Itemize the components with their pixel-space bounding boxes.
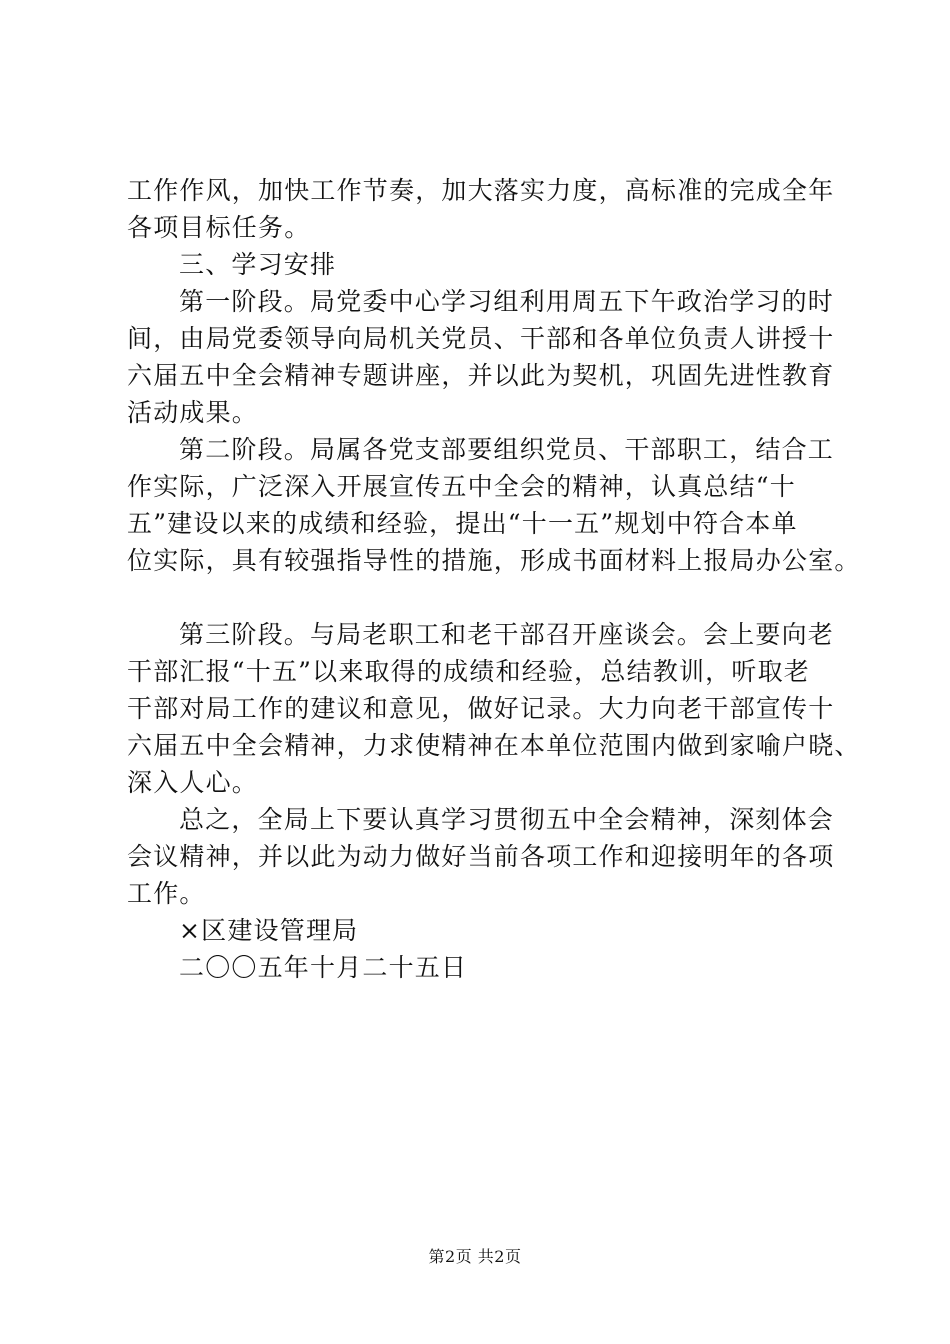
body-line: 总之，全局上下要认真学习贯彻五中全会精神，深刻体会 bbox=[179, 805, 835, 834]
body-line: 会议精神，并以此为动力做好当前各项工作和迎接明年的各项 bbox=[127, 842, 835, 871]
body-line: 间，由局党委领导向局机关党员、干部和各单位负责人讲授十 bbox=[127, 324, 835, 353]
body-line: 六届五中全会精神，力求使精神在本单位范围内做到家喻户晓、 bbox=[127, 731, 861, 760]
body-line: 工作作风，加快工作节奏，加大落实力度，高标准的完成全年 bbox=[127, 176, 835, 205]
body-line: 工作。 bbox=[127, 879, 206, 908]
signature-organization: ×区建设管理局 bbox=[179, 916, 359, 945]
body-line: 作实际，广泛深入开展宣传五中全会的精神，认真总结“十 bbox=[127, 472, 796, 501]
body-line: 第一阶段。局党委中心学习组利用周五下午政治学习的时 bbox=[179, 287, 835, 316]
body-line: 第二阶段。局属各党支部要组织党员、干部职工，结合工 bbox=[179, 435, 835, 464]
body-line: 干部汇报“十五”以来取得的成绩和经验，总结教训，听取老 bbox=[127, 657, 810, 686]
body-line: 第三阶段。与局老职工和老干部召开座谈会。会上要向老 bbox=[179, 620, 835, 649]
body-line: 位实际，具有较强指导性的措施，形成书面材料上报局办公室。 bbox=[127, 546, 861, 575]
body-line: 各项目标任务。 bbox=[127, 213, 311, 242]
body-line: 干部对局工作的建议和意见，做好记录。大力向老干部宣传十 bbox=[127, 694, 835, 723]
body-line: 五”建设以来的成绩和经验，提出“十一五”规划中符合本单 bbox=[127, 509, 798, 538]
blank-line bbox=[127, 579, 847, 616]
section-heading: 三、学习安排 bbox=[179, 250, 337, 279]
body-line: 六届五中全会精神专题讲座，并以此为契机，巩固先进性教育 bbox=[127, 361, 835, 390]
body-line: 深入人心。 bbox=[127, 768, 259, 797]
page-number-footer: 第2页 共2页 bbox=[428, 1247, 522, 1266]
document-body bbox=[127, 172, 861, 986]
signature-date: 二〇〇五年十月二十五日 bbox=[179, 953, 468, 982]
body-line: 活动成果。 bbox=[127, 398, 259, 427]
